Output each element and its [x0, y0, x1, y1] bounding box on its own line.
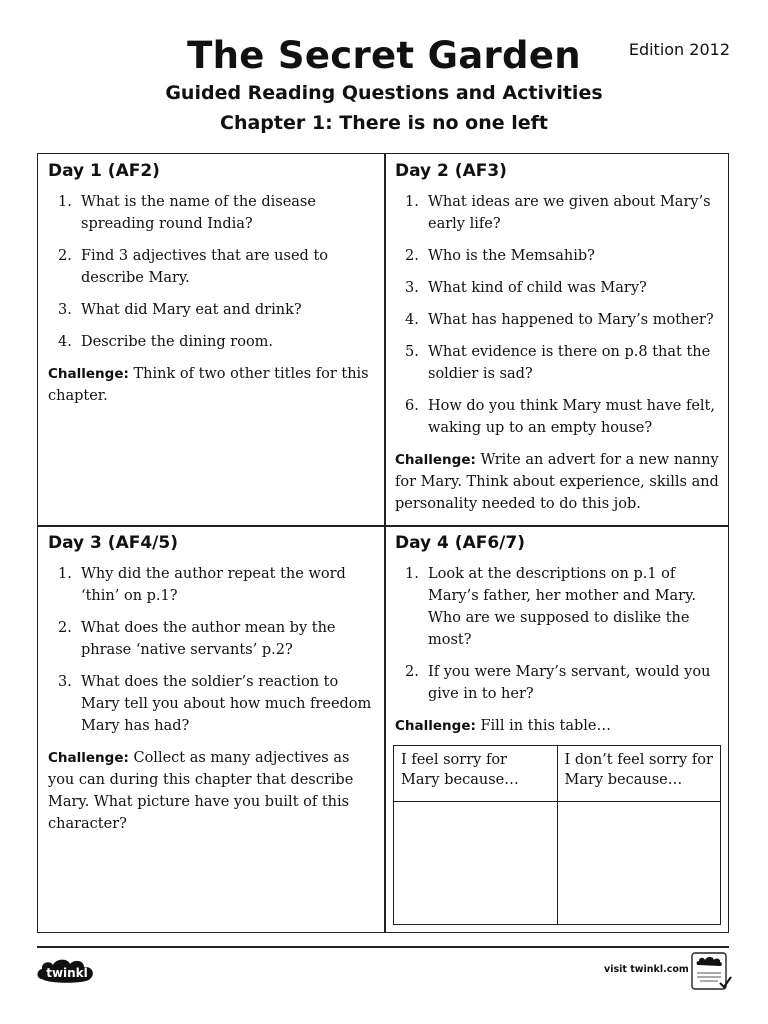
question-text: What ideas are we given about Mary’s early life? [428, 194, 711, 232]
question-text: Why did the author repeat the word ‘thin’ on p.1? [81, 566, 346, 604]
question-number: 1. [58, 194, 72, 210]
table-cell-not-sorry-answer[interactable] [557, 802, 721, 925]
question-number: 4. [405, 312, 419, 328]
question-text: What does the soldier’s reaction to Mary tell you about how much freedom Mary has had? [81, 674, 372, 734]
day4-questions [395, 563, 727, 705]
day3-questions [48, 563, 380, 737]
question-number: 1. [58, 566, 72, 582]
question-text: Describe the dining room. [81, 334, 274, 350]
list-item [395, 661, 727, 705]
question-number: 1. [405, 566, 419, 582]
challenge-text: Fill in this table… [475, 718, 611, 734]
question-number: 6. [405, 398, 419, 414]
edition-label: Edition 2012 [628, 40, 730, 59]
grid-divider-vertical [384, 154, 386, 932]
day3-heading: Day 3 (AF4/5) [48, 533, 178, 553]
list-item [395, 277, 727, 299]
question-text: What evidence is there on p.8 that the soldier is sad? [428, 344, 711, 382]
list-item [48, 299, 380, 321]
challenge-text: Collect as many adjectives as you can during this chapter that describe Mary. What picture have you built of this character? [48, 750, 354, 832]
question-number: 4. [58, 334, 72, 350]
day1-challenge [48, 363, 380, 407]
question-number: 2. [405, 664, 419, 680]
day3-challenge [48, 747, 380, 835]
day2-panel [395, 160, 727, 515]
day1-heading: Day 1 (AF2) [48, 161, 160, 181]
chapter-title: Chapter 1: There is no one left [220, 112, 548, 134]
question-text: What kind of child was Mary? [428, 280, 647, 296]
question-text: Look at the descriptions on p.1 of Mary’s father, her mother and Mary. Who are we supposed to dislike the most? [428, 566, 696, 648]
challenge-label: Challenge: [395, 452, 476, 468]
question-text: Who is the Memsahib? [428, 248, 595, 264]
list-item [48, 245, 380, 289]
question-number: 3. [58, 302, 72, 318]
day2-challenge [395, 449, 727, 515]
challenge-text: Write an advert for a new nanny for Mary. Think about experience, skills and personality needed to do this job. [395, 452, 719, 512]
sorry-table [393, 745, 721, 925]
challenge-text: Think of two other titles for this chapter. [48, 366, 369, 404]
day4-panel [395, 532, 727, 925]
question-text: How do you think Mary must have felt, waking up to an empty house? [428, 398, 715, 436]
question-text: What is the name of the disease spreading round India? [81, 194, 316, 232]
table-header-sorry: I feel sorry for Mary because… [394, 746, 558, 802]
list-item [48, 191, 380, 235]
question-number: 2. [58, 248, 72, 264]
question-text: If you were Mary’s servant, would you give in to her? [428, 664, 711, 702]
day4-challenge [395, 715, 727, 737]
question-text: What does the author mean by the phrase ‘native servants’ p.2? [81, 620, 336, 658]
question-number: 3. [405, 280, 419, 296]
grid-divider-horizontal [38, 525, 728, 527]
quality-standard-badge-icon [690, 951, 732, 993]
page-title: The Secret Garden [187, 34, 581, 77]
visit-link[interactable]: visit twinkl.com [604, 964, 689, 975]
list-item [395, 309, 727, 331]
footer-divider [37, 946, 729, 948]
day2-heading: Day 2 (AF3) [395, 161, 507, 181]
list-item [395, 563, 727, 651]
question-text: What has happened to Mary’s mother? [428, 312, 714, 328]
question-number: 1. [405, 194, 419, 210]
list-item [48, 331, 380, 353]
twinkl-logo [36, 956, 98, 986]
day3-panel [48, 532, 380, 835]
question-number: 3. [58, 674, 72, 690]
list-item [395, 395, 727, 439]
question-text: What did Mary eat and drink? [81, 302, 302, 318]
day4-heading: Day 4 (AF6/7) [395, 533, 525, 553]
list-item [48, 563, 380, 607]
challenge-label: Challenge: [48, 366, 129, 382]
question-number: 2. [405, 248, 419, 264]
table-header-not-sorry: I don’t feel sorry for Mary because… [557, 746, 721, 802]
day2-questions [395, 191, 727, 439]
question-number: 2. [58, 620, 72, 636]
list-item [395, 191, 727, 235]
logo-text: twinkl [46, 966, 88, 980]
question-text: Find 3 adjectives that are used to describe Mary. [81, 248, 328, 286]
table-cell-sorry-answer[interactable] [394, 802, 558, 925]
page-subtitle: Guided Reading Questions and Activities [165, 82, 603, 104]
list-item [395, 245, 727, 267]
challenge-label: Challenge: [395, 718, 476, 734]
question-number: 5. [405, 344, 419, 360]
question-grid [37, 153, 729, 933]
day1-questions [48, 191, 380, 353]
challenge-label: Challenge: [48, 750, 129, 766]
list-item [48, 617, 380, 661]
day1-panel [48, 160, 380, 407]
list-item [395, 341, 727, 385]
list-item [48, 671, 380, 737]
